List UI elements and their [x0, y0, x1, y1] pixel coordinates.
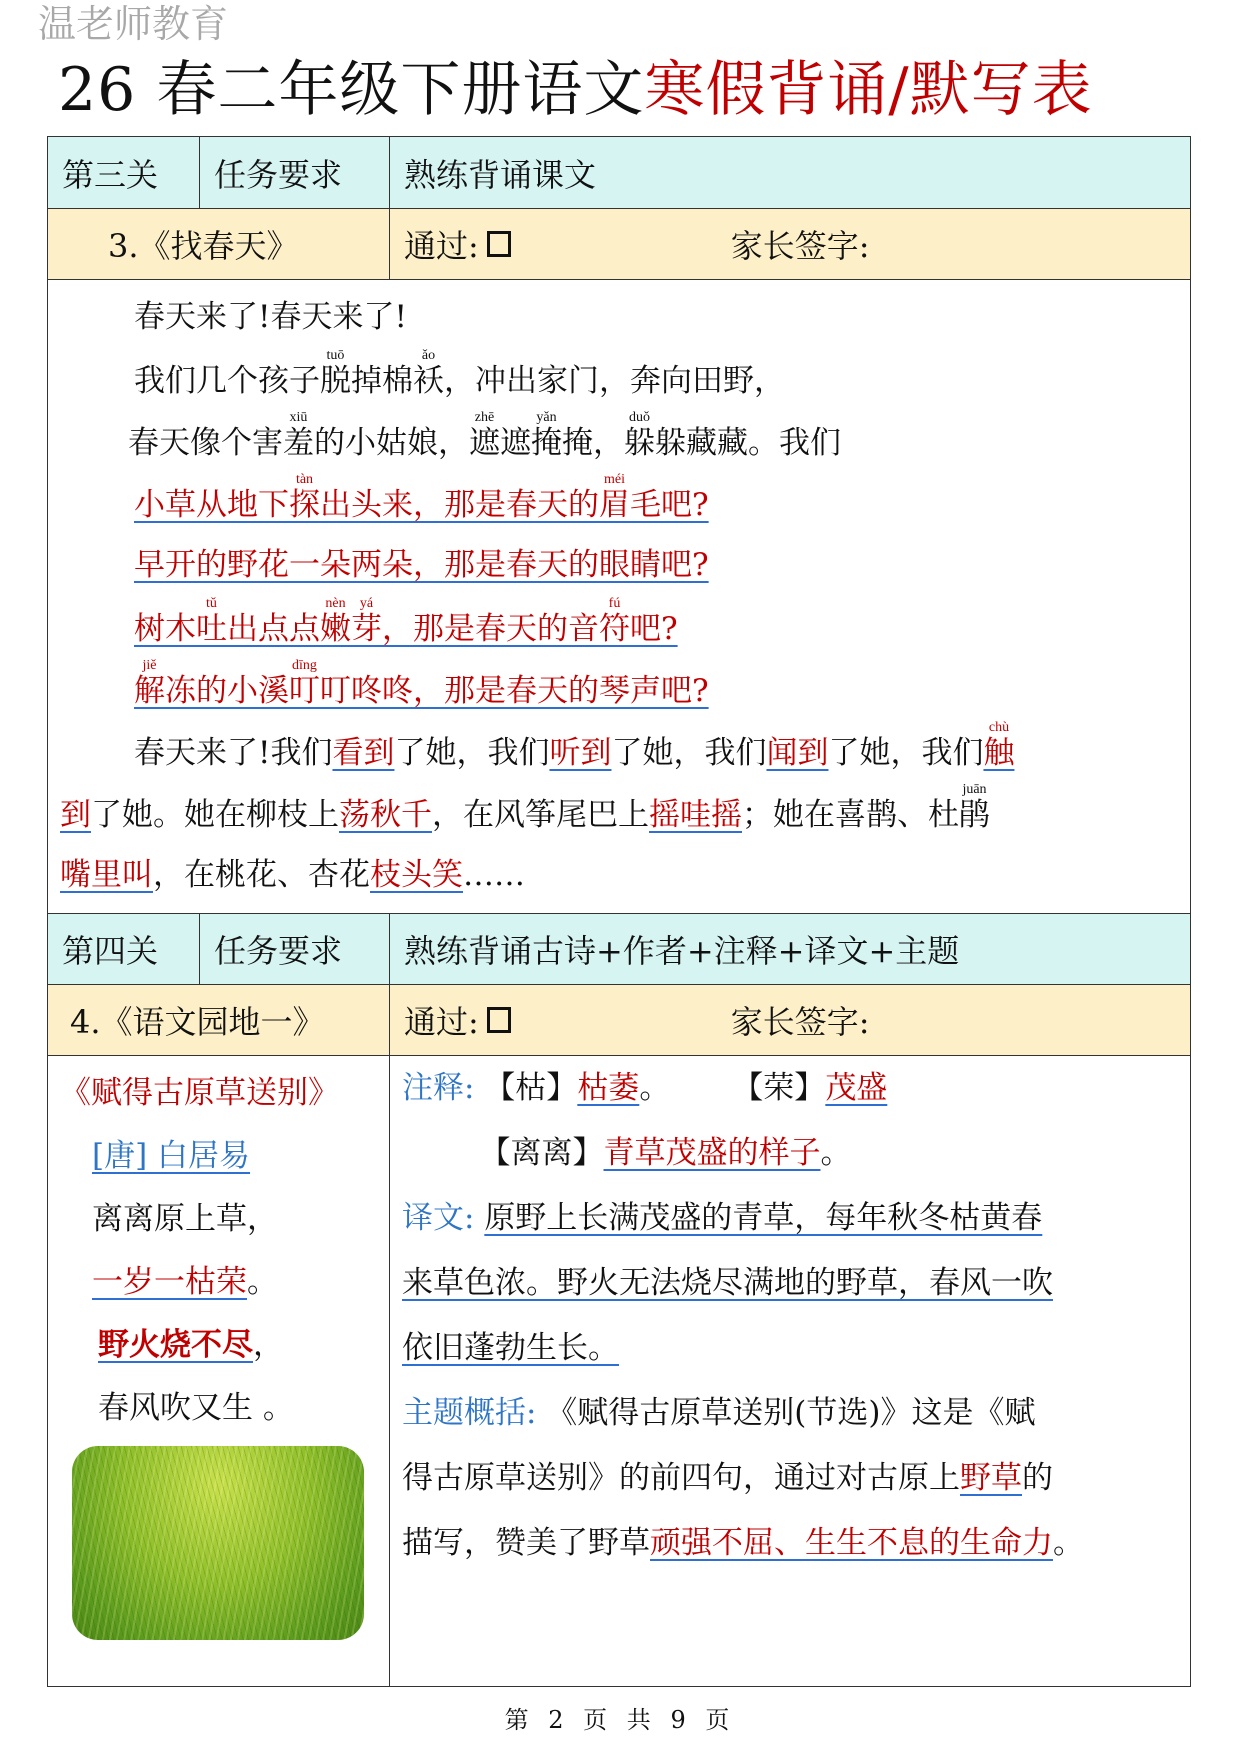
text-segment: 遮 [500, 425, 531, 461]
pinyin: yá [351, 596, 382, 611]
annotated-char: 掩 [531, 425, 562, 461]
level4-header-row [47, 913, 1191, 984]
text-segment [474, 1200, 484, 1236]
text-segment [531, 410, 562, 461]
level3-header-row [47, 136, 1191, 208]
pinyin: méi [599, 472, 630, 487]
fill-in-answer: 吧? [630, 611, 678, 647]
annotated-char: 遮 [469, 425, 500, 461]
annotated-char: 解 [134, 673, 165, 709]
text-segment: 离离原上草， [92, 1201, 278, 1237]
text-line [60, 596, 1190, 658]
annotated-char: 眉 [599, 487, 630, 523]
text-segment: 我们几个孩子 [134, 363, 320, 399]
text-line [402, 1446, 1190, 1511]
level4-task-label: 任务要求 [200, 914, 390, 984]
annotated-char: 嫩 [320, 611, 351, 647]
title-black: 26 春二年级下册语文 [58, 55, 645, 125]
text-line [60, 410, 1190, 472]
fill-in-answer: 摇哇摇 [649, 797, 742, 833]
text-line [48, 1188, 389, 1251]
poem-text [48, 1056, 389, 1440]
text-segment: ；她在喜鹊、杜 [742, 797, 959, 833]
text-segment: 主题概括: [402, 1395, 537, 1431]
text-segment: 了她，我们 [394, 735, 550, 771]
text-segment: 《赋得古原草送别(节选)》这是《赋 [536, 1395, 1036, 1431]
text-line [48, 1314, 389, 1377]
text-segment: 注释: [402, 1070, 475, 1106]
text-line [60, 286, 1190, 348]
pass-label: 通过: [404, 227, 479, 265]
text-segment: ，在桃花、杏花 [153, 857, 370, 893]
text-line [60, 720, 1190, 782]
level4-task: 熟练背诵古诗+作者+注释+译文+主题 [404, 932, 960, 970]
fill-in-answer: 荡秋千 [339, 797, 432, 833]
lesson-text [48, 280, 1190, 906]
text-line [402, 1251, 1190, 1316]
text-segment: 春天来了!春天来了! [134, 299, 407, 335]
table-bottom-border [47, 1686, 1191, 1687]
fill-in-answer: 一岁一枯荣 [92, 1264, 247, 1300]
text-line [402, 1056, 1190, 1121]
text-segment: 【离离】 [402, 1135, 604, 1171]
notes-column [389, 1056, 1191, 1687]
text-line [402, 1186, 1190, 1251]
annotated-char: 符 [599, 611, 630, 647]
fill-in-answer: 毛吧? [630, 487, 709, 523]
annotated-char: 鹃 [959, 797, 990, 833]
text-segment: 描写，赞美了野草 [402, 1525, 650, 1561]
notes-text [402, 1056, 1190, 1576]
level3-pass-cell [390, 209, 1190, 279]
text-line [60, 348, 1190, 410]
pinyin: nèn [320, 596, 351, 611]
fill-in-answer: 看到 [332, 735, 395, 771]
fill-in-answer: 枝头笑 [370, 857, 463, 893]
text-line [48, 1377, 389, 1440]
fill-in-answer [289, 472, 320, 523]
text-line [402, 1381, 1190, 1446]
fill-in-answer: 冻的小溪 [165, 673, 289, 709]
page-footer: 第 2 页 共 9 页 [504, 1706, 736, 1734]
fill-in-answer: 嘴里叫 [60, 857, 153, 893]
pinyin: fú [599, 596, 630, 611]
text-segment: 《赋得古原草送别》 [60, 1075, 339, 1111]
fill-in-answer: 叮咚咚，那是春天的琴声吧? [320, 673, 709, 709]
fill-in-answer: [唐] 白居易 [92, 1138, 251, 1174]
fill-in-answer: 早开的野花一朵两朵，那是春天的眼睛吧? [134, 547, 709, 583]
annotated-char: 躲 [624, 425, 655, 461]
text-line [60, 782, 1190, 844]
text-segment: 春天像个害 [128, 425, 283, 461]
text-segment: 掩， [562, 425, 624, 461]
pinyin: tuō [320, 348, 351, 363]
text-segment [624, 410, 655, 461]
text-segment [469, 410, 500, 461]
pinyin: duǒ [624, 410, 655, 425]
fill-in-answer: 来草色浓。野火无法烧尽满地的野草，春风一吹 [402, 1265, 1053, 1301]
level4-lesson: 4.《语文园地一》 [48, 985, 390, 1055]
text-line [60, 534, 1190, 596]
level4-label: 第四关 [48, 914, 200, 984]
text-segment: 了她，我们 [828, 735, 984, 771]
fill-in-answer: 小草从地下 [134, 487, 289, 523]
text-segment: 躲藏藏。我们 [655, 425, 841, 461]
annotated-char: 羞 [283, 425, 314, 461]
text-segment: 了她。她在柳枝上 [91, 797, 339, 833]
level4-pass-cell [390, 985, 1190, 1055]
text-line [60, 658, 1190, 720]
text-line [48, 1251, 389, 1314]
pinyin: zhē [469, 410, 500, 425]
pinyin: xiū [283, 410, 314, 425]
fill-in-answer [289, 658, 320, 709]
page-title [58, 52, 1093, 128]
level3-task-label: 任务要求 [200, 137, 390, 208]
parent-sign-label: 家长签字: [730, 1003, 870, 1041]
pass-label: 通过: [404, 1003, 479, 1041]
fill-in-answer: ，那是春天的音 [382, 611, 599, 647]
grassland-image [72, 1446, 364, 1640]
text-segment: 。 【荣】 [639, 1070, 826, 1106]
text-line [48, 1062, 389, 1125]
pass-checkbox[interactable] [487, 1007, 511, 1033]
text-segment: 春风吹又生 。 [98, 1390, 294, 1426]
text-segment: ，冲出家门，奔向田野， [444, 363, 785, 399]
fill-in-answer [196, 596, 227, 647]
pinyin: tǔ [196, 596, 227, 611]
text-segment: 。 [820, 1135, 852, 1171]
watermark: 温老师教育 [38, 2, 229, 46]
text-segment [283, 410, 314, 461]
fill-in-answer: 到 [60, 797, 91, 833]
fill-in-answer: 枯萎 [577, 1070, 640, 1106]
pinyin: juān [959, 782, 990, 797]
annotated-char: 袄 [413, 363, 444, 399]
fill-in-answer: 茂盛 [825, 1070, 888, 1106]
annotated-char: 芽 [351, 611, 382, 647]
pinyin: tàn [289, 472, 320, 487]
pinyin: yǎn [531, 410, 562, 425]
text-line [60, 844, 1190, 906]
annotated-char: 叮 [289, 673, 320, 709]
fill-in-answer: 闻到 [766, 735, 829, 771]
text-segment: ， [253, 1327, 284, 1363]
level3-text-body [47, 279, 1191, 913]
fill-in-answer: 原野上长满茂盛的青草，每年秋冬枯黄春 [484, 1200, 1043, 1236]
title-red: 寒假背诵/默写表 [644, 55, 1093, 125]
fill-in-answer: 野火烧不尽 [98, 1327, 253, 1363]
text-segment [413, 348, 444, 399]
fill-in-answer: 出头来，那是春天的 [320, 487, 599, 523]
fill-in-answer: 青草茂盛的样子 [603, 1135, 821, 1171]
text-segment [320, 348, 351, 399]
fill-in-answer [351, 596, 382, 647]
level3-task: 熟练背诵课文 [404, 155, 597, 194]
text-segment [959, 782, 990, 833]
text-segment: 。 [247, 1264, 278, 1300]
pinyin: jiě [134, 658, 165, 673]
parent-sign-label: 家长签字: [730, 227, 870, 265]
level3-lesson-row [47, 208, 1191, 279]
text-segment: 春天来了!我们 [134, 735, 333, 771]
text-segment: 了她，我们 [611, 735, 767, 771]
pass-checkbox[interactable] [487, 231, 511, 257]
text-segment: 译文: [402, 1200, 475, 1236]
fill-in-answer: 顽强不屈、生生不息的生命力 [650, 1525, 1053, 1561]
fill-in-answer [320, 596, 351, 647]
pinyin: ǎo [413, 348, 444, 363]
text-segment: ，在风筝尾巴上 [432, 797, 649, 833]
text-segment: 掉棉 [351, 363, 413, 399]
annotated-char: 探 [289, 487, 320, 523]
fill-in-answer [599, 596, 630, 647]
text-segment: 的小姑娘， [314, 425, 469, 461]
text-segment: 的 [1022, 1460, 1053, 1496]
level3-label: 第三关 [48, 137, 200, 208]
text-line [60, 472, 1190, 534]
level4-lesson-row [47, 984, 1191, 1056]
level3-lesson: 3.《找春天》 [48, 209, 390, 279]
fill-in-answer [134, 658, 165, 709]
annotated-char: 脱 [320, 363, 351, 399]
text-segment: …… [463, 857, 525, 893]
fill-in-answer: 听到 [549, 735, 612, 771]
text-line [48, 1125, 389, 1188]
fill-in-answer: 树木 [134, 611, 196, 647]
fill-in-answer: 依旧蓬勃生长。 [402, 1330, 619, 1366]
text-segment: 。 [1053, 1525, 1084, 1561]
text-line [402, 1121, 1190, 1186]
annotated-char: 吐 [196, 611, 227, 647]
pinyin: dīng [289, 658, 320, 673]
text-segment: 得古原草送别》的前四句，通过对古原上 [402, 1460, 960, 1496]
text-line [402, 1316, 1190, 1381]
text-line [402, 1511, 1190, 1576]
text-segment: 【枯】 [474, 1070, 578, 1106]
fill-in-answer [599, 472, 630, 523]
annotated-char: 触 [983, 735, 1015, 771]
fill-in-answer: 野草 [960, 1460, 1022, 1496]
pinyin: chù [983, 720, 1015, 735]
fill-in-answer [983, 720, 1015, 771]
fill-in-answer: 出点点 [227, 611, 320, 647]
